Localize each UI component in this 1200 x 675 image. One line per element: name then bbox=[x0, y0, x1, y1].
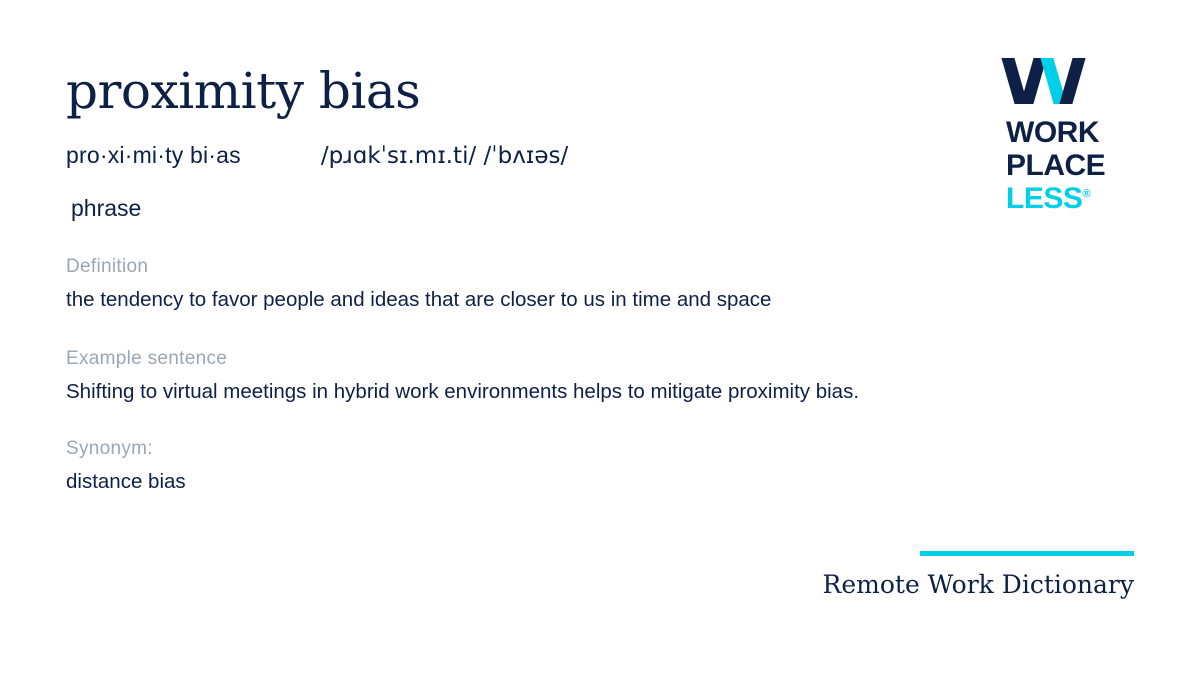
entry-syllables: pro·xi·mi·ty bi·as bbox=[66, 142, 241, 168]
brand-wordmark bbox=[1006, 118, 1134, 214]
example-label: Example sentence bbox=[66, 348, 228, 370]
synonym-text: distance bias bbox=[66, 470, 186, 494]
entry-ipa: /pɹɑkˈsɪ.mɪ.ti/ /ˈbʌɪəs/ bbox=[320, 143, 569, 169]
pronunciation-row bbox=[66, 142, 1026, 169]
brand-line-1: WORK bbox=[1006, 116, 1099, 149]
footer-title: Remote Work Dictionary bbox=[822, 570, 1134, 599]
brand-logo bbox=[1006, 58, 1134, 214]
entry-content bbox=[66, 62, 1026, 496]
registered-trademark-icon: ® bbox=[1082, 188, 1090, 200]
brand-line-2: PLACE bbox=[1006, 149, 1106, 182]
definition-section bbox=[66, 256, 1026, 314]
part-of-speech: phrase bbox=[71, 195, 142, 221]
brand-line-3-text: LESS bbox=[1006, 182, 1083, 215]
brand-line-3 bbox=[1006, 184, 1134, 214]
synonym-section bbox=[66, 438, 1026, 496]
example-section bbox=[66, 348, 1026, 406]
definition-label: Definition bbox=[66, 256, 149, 277]
footer bbox=[714, 551, 1134, 599]
footer-divider bbox=[920, 551, 1134, 556]
example-text: Shifting to virtual meetings in hybrid work environments helps to mitigate proximity bias. bbox=[66, 380, 860, 404]
synonym-label: Synonym: bbox=[66, 438, 153, 460]
w-monogram-icon bbox=[1008, 58, 1092, 104]
entry-term: proximity bias bbox=[66, 62, 421, 120]
definition-text: the tendency to favor people and ideas that are closer to us in time and space bbox=[66, 288, 772, 311]
